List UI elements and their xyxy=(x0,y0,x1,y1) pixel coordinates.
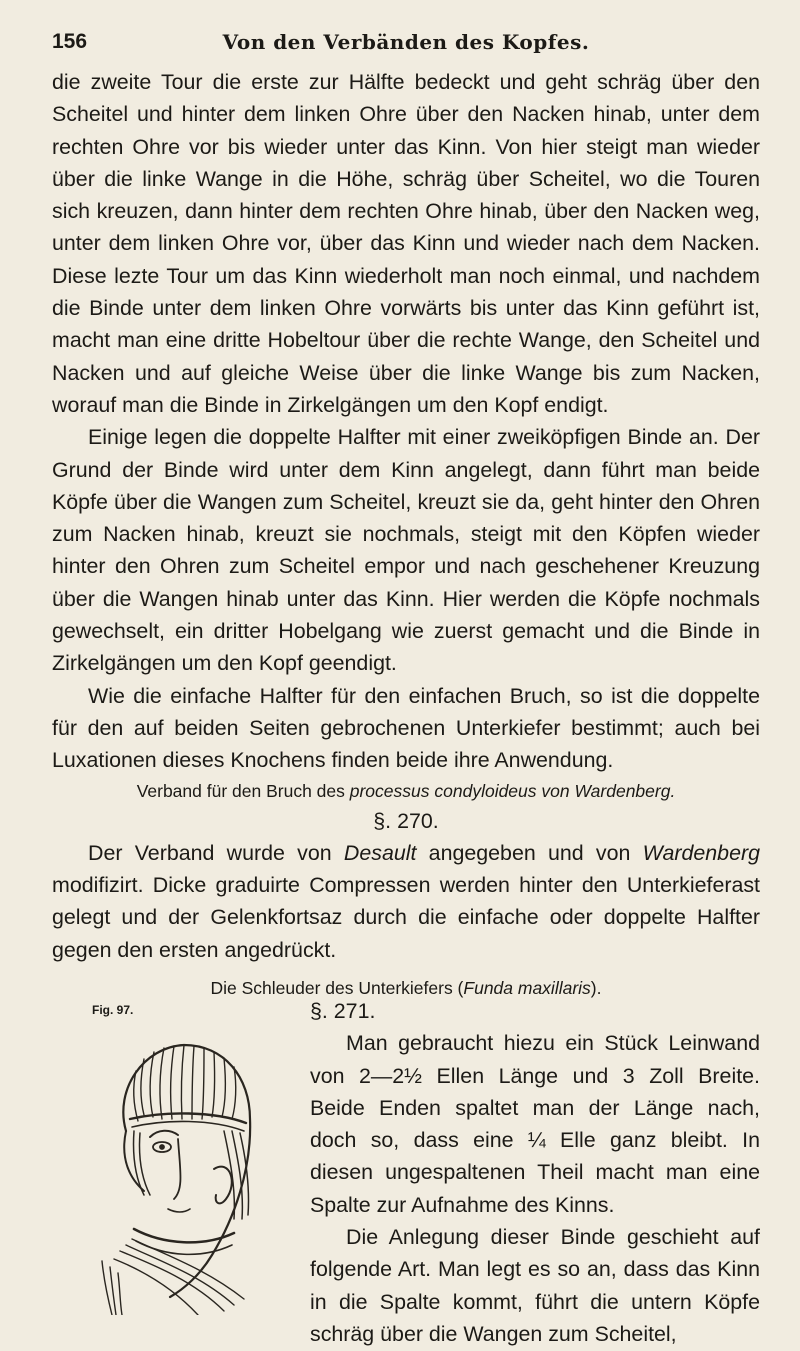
running-head: Von den Verbänden des Kopfes. xyxy=(222,30,590,54)
engraving-head-bandage-icon xyxy=(74,1019,274,1315)
figure-97 xyxy=(74,1005,274,1317)
paragraph: Man gebraucht hiezu ein Stück Leinwand von 2—2½ Ellen Länge und 3 Zoll Breite. Beide Enden spaltet man der Länge nach, doch so, dass eine ¼ Elle ganz bleibt. In diesen ungespaltenen Theil macht man eine Spalte zur Aufnahme des Kinns. xyxy=(310,1031,760,1217)
paragraph: Einige legen die doppelte Halfter mit einer zweiköpfigen Binde an. Der Grund der Binde wird unter dem Kinn angelegt, dann führt man beide Köpfe über die Wangen zum Scheitel, kreuzt sie da, geht hinter den Ohren zum Nacken hinab, kreuzt sie nochmals, steigt mit den Köpfen wieder hinter den Ohren zum Scheitel empor und nach geschehener Kreuzung über die Wangen hinab unter das Kinn. Hier werden die Köpfe nochmals gewechselt, ein dritter Hobelgang wie zuerst gemacht und die Binde in Zirkelgängen um den Kopf geendigt. xyxy=(52,425,760,676)
paragraph: Die Anlegung dieser Binde geschieht auf folgende Art. Man legt es so an, dass das Kinn in die Spalte kommt, führt die untern Köpfe schräg über die Wangen zum Scheitel, xyxy=(310,1225,760,1346)
section-caption: Verband für den Bruch des processus condyloideus von Wardenberg. xyxy=(136,780,676,801)
paragraph: Wie die einfache Halfter für den einfachen Bruch, so ist die doppelte für den auf beiden Seiten gebrochenen Unterkiefer bestimmt; auch bei Luxationen dieses Knochens finden beide ihre Anwendung. xyxy=(52,683,760,773)
paragraph: Der Verband wurde von Desault angegeben und von Wardenberg modifizirt. Dicke graduirte Compressen werden hinter den Unterkieferast gelegt und der Gelenkfortsaz durch die einfache oder doppelte Halfter gegen den ersten angedrückt. xyxy=(52,840,760,962)
page-header xyxy=(52,30,760,62)
section-number: §. 271. xyxy=(310,999,376,1023)
section-caption: Die Schleuder des Unterkiefers (Funda maxillaris). xyxy=(210,978,602,999)
page-number: 156 xyxy=(52,30,88,53)
section-number: §. 270. xyxy=(373,808,439,833)
figure-label: Fig. 97. xyxy=(92,1003,134,1017)
section-271-text xyxy=(310,995,760,1350)
main-text xyxy=(52,66,760,1002)
paragraph: die zweite Tour die erste zur Hälfte bedeckt und geht schräg über den Scheitel und hinter dem linken Ohre über den Nacken hinab, unter dem rechten Ohre vor bis wieder unter das Kinn. Von hier steigt man wieder über die linke Wange in die Höhe, schräg über Scheitel, wo die Touren sich kreuzen, dann hinter dem rechten Ohre hinab, über den Nacken weg, unter dem linken Ohre vor, über das Kinn und wieder nach dem Nacken. Diese lezte Tour um das Kinn wiederholt man noch einmal, und nachdem die Binde unter dem linken Ohre vorwärts bis unter das Kinn geführt ist, macht man eine dritte Hobeltour über die rechte Wange, den Scheitel und Nacken und auf gleiche Weise über die linke Wange bis zum Nacken, worauf man die Binde in Zirkelgängen um den Kopf endigt. xyxy=(52,70,760,417)
